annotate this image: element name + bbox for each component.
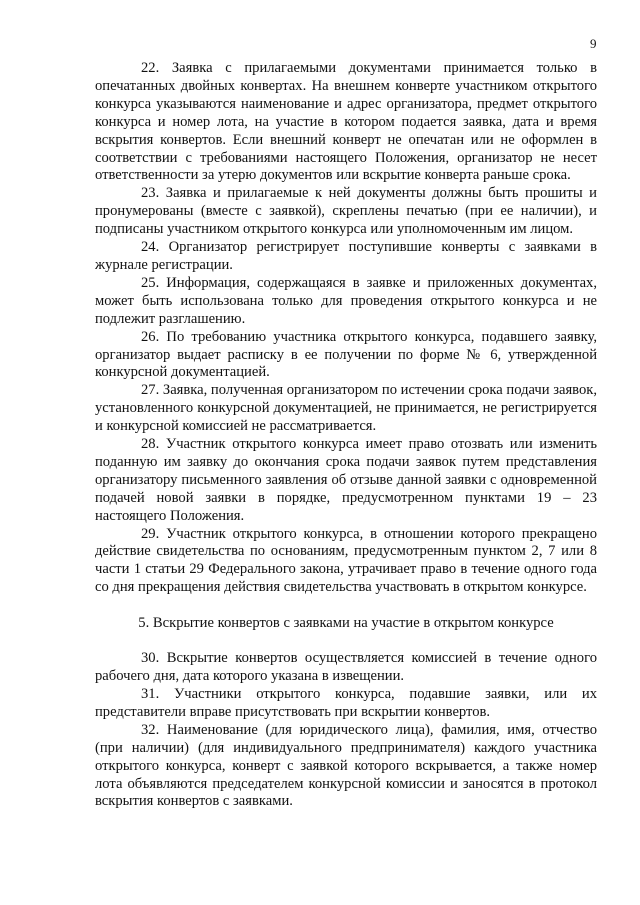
document-body (95, 60, 597, 811)
section-heading: 5. Вскрытие конвертов с заявками на участие в открытом конкурсе (138, 615, 554, 632)
paragraph-27: 27. Заявка, полученная организатором по истечении срока подачи заявок, установленного конкурсной документацией, не принимается, не регистрируется и конкурсной комиссией не рассматривается. (95, 382, 597, 435)
paragraph-23: 23. Заявка и прилагаемые к ней документы должны быть прошиты и пронумерованы (вместе с заявкой), скреплены печатью (при ее наличии), и подписаны участником открытого конкурса или уполномоченным им лицом. (95, 185, 597, 238)
paragraph-32: 32. Наименование (для юридического лица), фамилия, имя, отчество (при наличии) (для индивидуального предпринимателя) каждого участника открытого конкурса, конверт с заявкой которого вскрывается, а также номер лота объявляются председателем конкурсной комиссии и заносятся в протокол вскрытия конвертов с заявками. (95, 721, 597, 810)
paragraph-30: 30. Вскрытие конвертов осуществляется комиссией в течение одного рабочего дня, дата которого указана в извещении. (95, 650, 597, 685)
paragraph-group-after (95, 650, 597, 811)
paragraph-24: 24. Организатор регистрирует поступившие конверты с заявками в журнале регистрации. (95, 239, 597, 273)
paragraph-31: 31. Участники открытого конкурса, подавшие заявки, или их представители вправе присутствовать при вскрытии конвертов. (95, 686, 597, 720)
paragraph-29: 29. Участник открытого конкурса, в отношении которого прекращено действие свидетельства по основаниям, предусмотренным пунктом 2, 7 или 8 части 1 статьи 29 Федерального закона, утрачивает право в течение одного года со дня прекращения действия свидетельства участвовать в открытом конкурсе. (95, 525, 597, 596)
paragraph-22: 22. Заявка с прилагаемыми документами принимается только в опечатанных двойных конвертах. На внешнем конверте участником открытого конкурса указываются наименование и адрес организатора, предмет открытого конкурса и номер лота, на участие в котором подается заявка, дата и время вскрытия конвертов. Если внешний конверт не опечатан или не оформлен в соответствии с требованиями настоящего Положения, организатор не несет ответственности за утерю документов или вскрытие конверта раньше срока. (95, 60, 597, 184)
paragraph-26: 26. По требованию участника открытого конкурса, подавшего заявку, организатор выдает расписку в ее получении по форме № 6, утвержденной конкурсной документацией. (95, 328, 597, 381)
page-number: 9 (590, 36, 597, 51)
paragraph-25: 25. Информация, содержащаяся в заявке и приложенных документах, может быть использована только для проведения открытого конкурса и не подлежит разглашению. (95, 274, 597, 327)
paragraph-group-before (95, 60, 597, 597)
paragraph-28: 28. Участник открытого конкурса имеет право отозвать или изменить поданную им заявку до окончания срока подачи заявок путем представления организатору письменного заявления об отзыве данной заявки с одновременной подачей новой заявки в порядке, предусмотренном пунктами 19 – 23 настоящего Положения. (95, 436, 597, 524)
